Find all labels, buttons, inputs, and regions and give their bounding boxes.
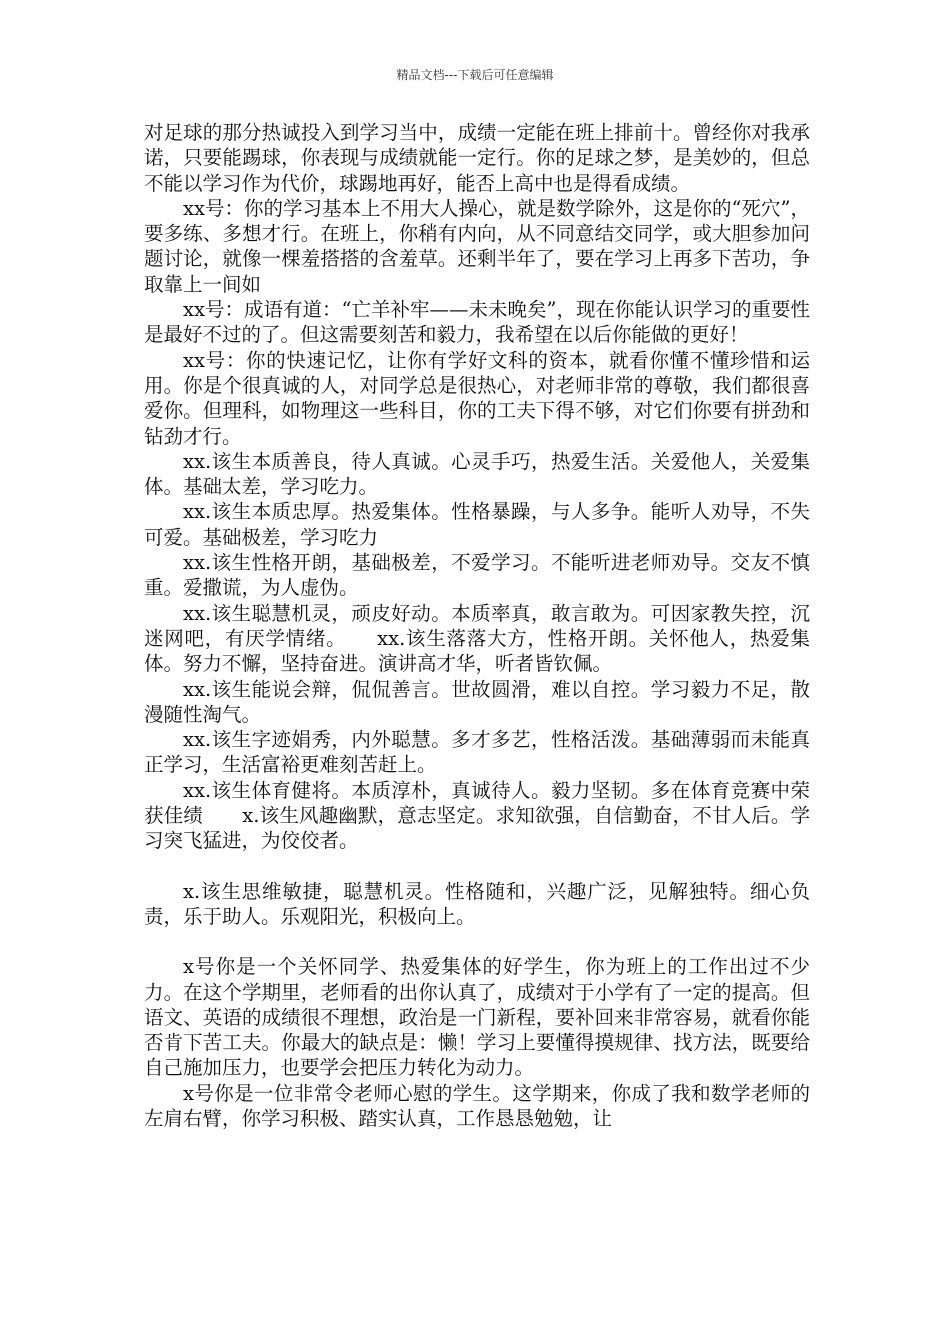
paragraph-9: xx.该生能说会辩，侃侃善言。世故圆滑，难以自控。学习毅力不足，散漫随性淘气。 bbox=[144, 677, 810, 726]
paragraph-5: xx.该生本质善良，待人真诚。心灵手巧，热爱生活。关爱他人，关爱集体。基础太差，学习吃力。 bbox=[144, 449, 810, 499]
paragraph-12: x.该生思维敏捷，聪慧机灵。性格随和，兴趣广泛，见解独特。细心负责，乐于助人。乐观阳光，积极向上。 bbox=[144, 879, 810, 928]
paragraph-11: xx.该生体育健将。本质淳朴，真诚待人。毅力坚韧。多在体育竞赛中荣获佳绩 x.该生风趣幽默，意志坚定。求知欲强，自信勤奋，不甘人后。学习突飞猛进，为佼佼者。 bbox=[144, 778, 810, 853]
paragraph-13: x号你是一个关怀同学、热爱集体的好学生，你为班上的工作出过不少力。在这个学期里，老师看的出你认真了，成绩对于小学有了一定的提高。但语文、英语的成绩很不理想，政治是一门新程，要补回来非常容易，就看你能否肯下苦工夫。你最大的缺点是：懒！学习上要懂得摸规律、找方法，既要给自己施加压力，也要学会把压力转化为动力。 bbox=[144, 955, 810, 1080]
paragraph-10: xx.该生字迹娟秀，内外聪慧。多才多艺，性格活泼。基础薄弱而未能真正学习，生活富裕更难刻苦赶上。 bbox=[144, 728, 810, 777]
paragraph-1: 对足球的那分热诚投入到学习当中，成绩一定能在班上排前十。曾经你对我承诺，只要能踢球，你表现与成绩就能一定行。你的足球之梦，是美妙的，但总不能以学习作为代价，球踢地再好，能否上高中也是得看成绩。 bbox=[144, 121, 810, 195]
document-body bbox=[144, 120, 810, 1131]
paragraph-4: xx号：你的快速记忆，让你有学好文科的资本，就看你懂不懂珍惜和运用。你是个很真诚的人，对同学总是很热心，对老师非常的尊敬，我们都很喜爱你。但理科，如物理这一些科目，你的工夫下得不够，对它们你要有拼劲和钻劲才行。 bbox=[144, 348, 810, 448]
paragraph-2: xx号：你的学习基本上不用大人操心，就是数学除外，这是你的“死穴”，要多练、多想才行。在班上，你稍有内向，从不同意结交同学，或大胆参加问题讨论，就像一棵羞搭搭的含羞草。还剩半年了，要在学习上再多下苦功，争取靠上一间如 bbox=[144, 196, 810, 296]
paragraph-6: xx.该生本质忠厚。热爱集体。性格暴躁，与人多争。能听人劝导，不失可爱。基础极差，学习吃力 bbox=[144, 500, 810, 549]
page-header: 精品文档---下载后可任意编辑 bbox=[396, 68, 554, 82]
paragraph-3: xx号：成语有道：“亡羊补牢——未未晚矣”，现在你能认识学习的重要性是最好不过的了。但这需要刻苦和毅力，我希望在以后你能做的更好！ bbox=[144, 298, 810, 347]
paragraph-14: x号你是一位非常令老师心慰的学生。这学期来，你成了我和数学老师的左肩右臂，你学习积极、踏实认真，工作恳恳勉勉，让 bbox=[144, 1081, 810, 1130]
paragraph-8: xx.该生聪慧机灵，顽皮好动。本质率真，敢言敢为。可因家教失控，沉迷网吧，有厌学情绪。 xx.该生落落大方，性格开朗。关怀他人，热爱集体。努力不懈，坚持奋进。演讲高才华，听者皆钦佩。 bbox=[144, 601, 810, 676]
paragraph-7: xx.该生性格开朗，基础极差，不爱学习。不能听进老师劝导。交友不慎重。爱撒谎，为人虚伪。 bbox=[144, 551, 810, 600]
